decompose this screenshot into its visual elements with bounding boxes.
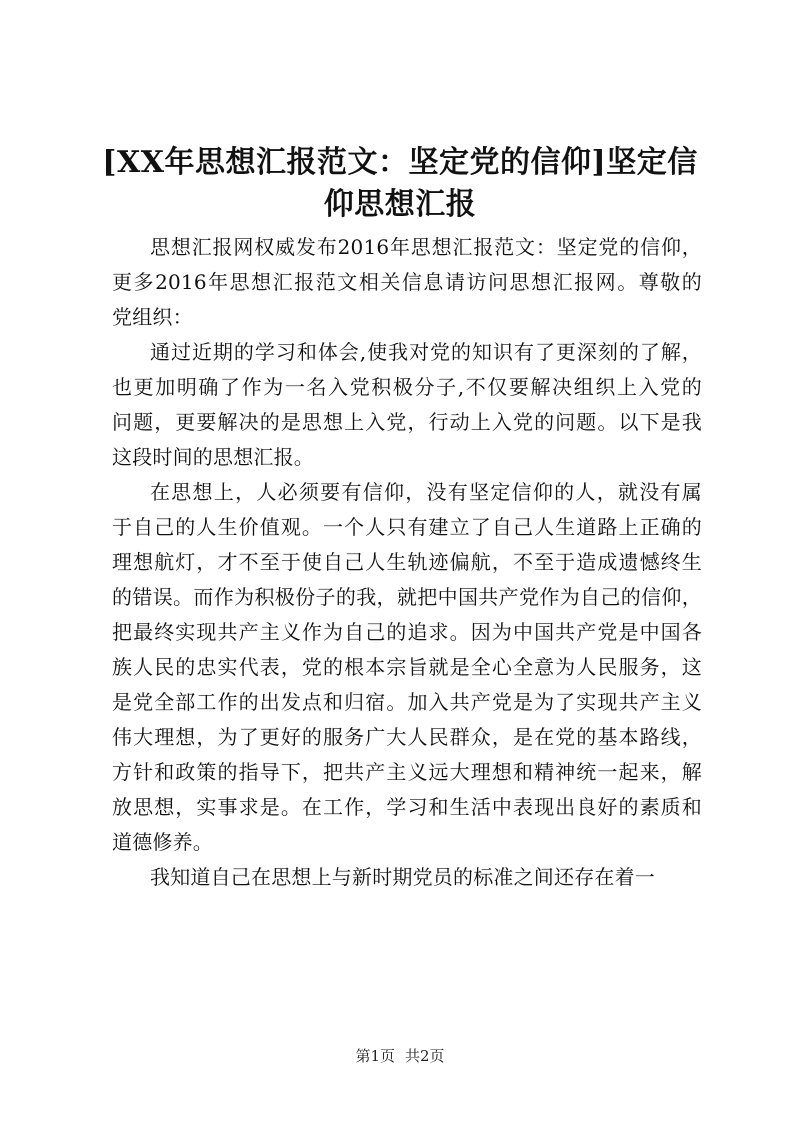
page-total: 共2页 (405, 1047, 445, 1065)
text-line: 在思想上，人必须要有信仰，没有坚定信仰的人，就没有属 (150, 480, 702, 504)
title-line: [XX年思想汇报范文：坚定党的信仰]坚定信 (102, 145, 698, 180)
text-line: 也更加明确了作为一名入党积极分子,不仅要解决组织上入党的 (112, 375, 702, 399)
text-line: 党组织： (112, 305, 193, 329)
document-title (100, 142, 700, 226)
paragraph-study (112, 335, 702, 475)
text-line: 伟大理想，为了更好的服务广大人民群众，是在党的基本路线， (112, 725, 702, 749)
text-line: 道德修养。 (112, 830, 213, 854)
paragraph-intro (112, 230, 702, 335)
text-line: 放思想，实事求是。在工作，学习和生活中表现出良好的素质和 (112, 795, 702, 819)
text-line: 通过近期的学习和体会,使我对党的知识有了更深刻的了解， (150, 340, 702, 364)
paragraph-self-assessment (112, 860, 702, 895)
document-body (112, 230, 702, 895)
text-line: 我知道自己在思想上与新时期党员的标准之间还存在着一 (150, 865, 655, 889)
text-line: 的错误。而作为积极份子的我，就把中国共产党作为自己的信仰， (112, 585, 702, 609)
page-number: 第1页 (355, 1047, 395, 1065)
text-line: 把最终实现共产主义作为自己的追求。因为中国共产党是中国各 (112, 620, 702, 644)
text-line: 思想汇报网权威发布2016年思想汇报范文：坚定党的信仰， (150, 235, 702, 259)
page-footer (0, 1046, 800, 1066)
paragraph-belief (112, 475, 702, 860)
text-line: 是党全部工作的出发点和归宿。加入共产党是为了实现共产主义 (112, 690, 702, 714)
text-line: 理想航灯，才不至于使自己人生轨迹偏航，不至于造成遗憾终生 (112, 550, 702, 574)
title-line: 仰思想汇报 (323, 187, 477, 222)
text-line: 这段时间的思想汇报。 (112, 445, 314, 469)
text-line: 族人民的忠实代表，党的根本宗旨就是全心全意为人民服务，这 (112, 655, 702, 679)
text-line: 问题，更要解决的是思想上入党，行动上入党的问题。以下是我 (112, 410, 702, 434)
text-line: 方针和政策的指导下，把共产主义远大理想和精神统一起来，解 (112, 760, 702, 784)
text-line: 于自己的人生价值观。一个人只有建立了自己人生道路上正确的 (112, 515, 702, 539)
text-line: 更多2016年思想汇报范文相关信息请访问思想汇报网。尊敬的 (112, 270, 702, 294)
